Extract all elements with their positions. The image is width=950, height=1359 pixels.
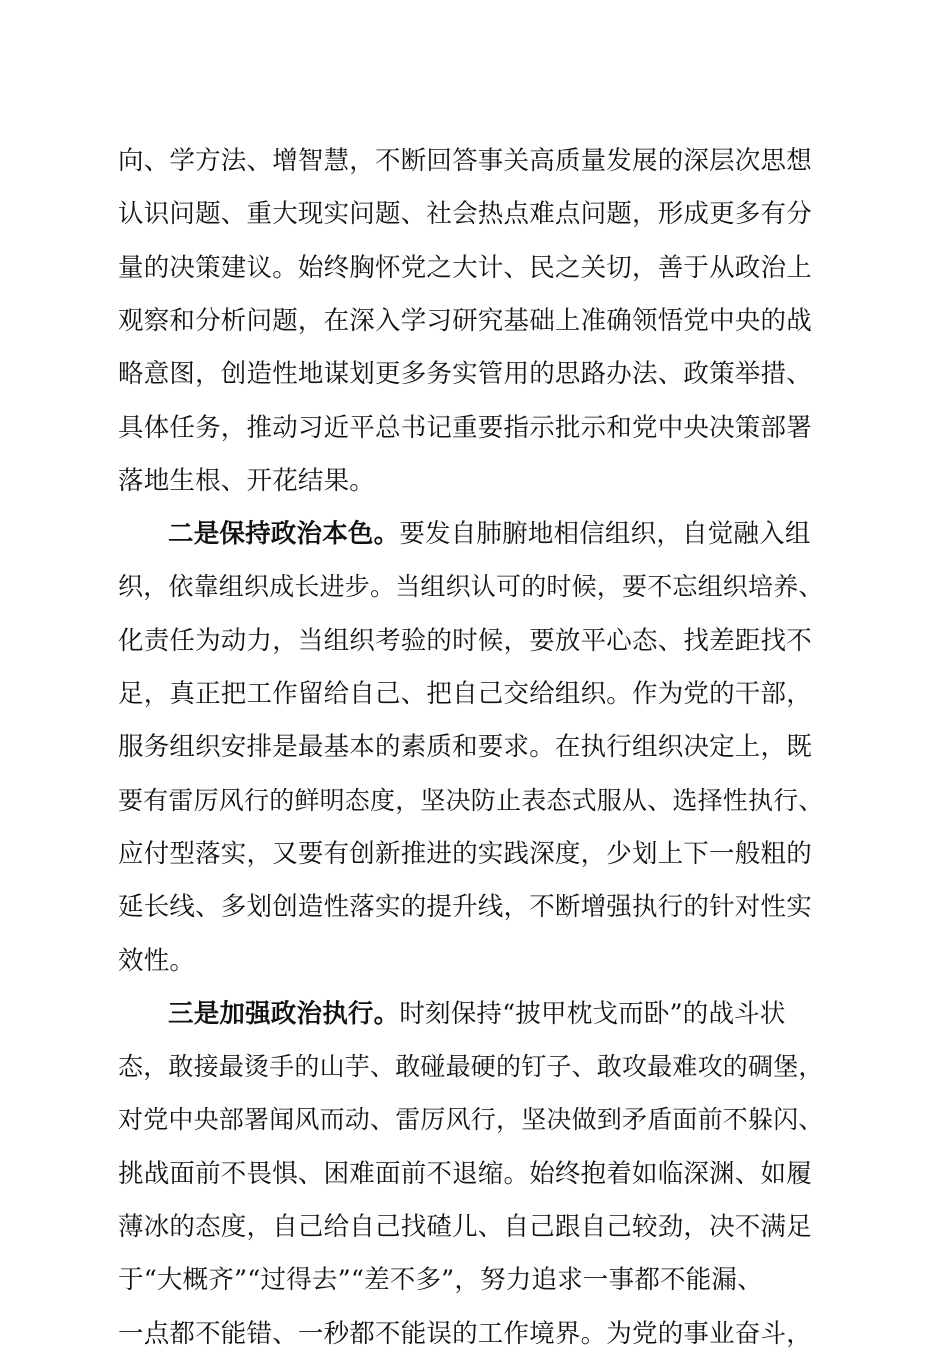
paragraph-first-line (168, 509, 832, 559)
line-text: 效性。 (118, 945, 196, 976)
line-text: 时刻保持“披甲枕戈而卧”的战斗状 (399, 998, 786, 1029)
text-line (118, 616, 832, 666)
line-text: 挑战面前不畏惧、困难面前不退缩。始终抱着如临深渊、如履 (118, 1158, 812, 1189)
text-line (118, 403, 832, 453)
line-text: 薄冰的态度，自己给自己找碴儿、自己跟自己较劲，决不满足 (118, 1212, 812, 1242)
text-line (118, 349, 832, 399)
text-line (118, 669, 832, 719)
line-text: 织，依靠组织成长进步。当组织认可的时候，要不忘组织培养、 (118, 572, 824, 602)
text-line (118, 296, 832, 346)
line-text: 量的决策建议。始终胸怀党之大计、民之关切，善于从政治上 (118, 252, 812, 283)
text-line (118, 829, 832, 879)
line-text: 具体任务，推动习近平总书记重要指示批示和党中央决策部署 (118, 412, 812, 443)
line-text: 要有雷厉风行的鲜明态度，坚决防止表态式服从、选择性执行、 (118, 785, 824, 815)
paragraph-first-line (168, 989, 832, 1039)
line-text: 要发自肺腑地相信组织，自觉融入组 (399, 519, 811, 550)
text-line (118, 562, 832, 612)
line-text: 于“大概齐”“过得去”“差不多”，努力追求一事都不能漏、 (118, 1265, 763, 1296)
text-line (118, 189, 832, 239)
line-text: 化责任为动力，当组织考验的时候，要放平心态、找差距找不 (118, 625, 812, 656)
text-line (118, 456, 832, 506)
text-line (118, 1095, 832, 1145)
line-text: 应付型落实，又要有创新推进的实践深度，少划上下一般粗的 (118, 838, 812, 869)
line-text: 服务组织安排是最基本的素质和要求。在执行组织决定上，既 (118, 732, 812, 763)
line-text: 延长线、多划创造性落实的提升线，不断增强执行的针对性实 (118, 892, 812, 923)
text-line (118, 722, 832, 772)
text-line (118, 1309, 832, 1359)
line-text: 态，敢接最烫手的山芋、敢碰最硬的钉子、敢攻最难攻的碉堡， (118, 1052, 824, 1082)
text-line (118, 882, 832, 932)
text-line (118, 1202, 832, 1252)
paragraph-lead-heading: 二是保持政治本色。 (168, 519, 400, 550)
line-text: 认识问题、重大现实问题、社会热点难点问题，形成更多有分 (118, 199, 812, 230)
line-text: 对党中央部署闻风而动、雷厉风行，坚决做到矛盾面前不躲闪、 (118, 1105, 824, 1135)
line-text: 略意图，创造性地谋划更多务实管用的思路办法、政策举措、 (118, 359, 812, 390)
line-text: 观察和分析问题，在深入学习研究基础上准确领悟党中央的战 (118, 305, 812, 336)
text-line (118, 936, 832, 986)
line-text: 足，真正把工作留给自己、把自己交给组织。作为党的干部， (118, 679, 812, 709)
text-line (118, 243, 832, 293)
line-text: 一点都不能错、一秒都不能误的工作境界。为党的事业奋斗， (118, 1318, 812, 1349)
line-text: 向、学方法、增智慧，不断回答事关高质量发展的深层次思想 (118, 146, 812, 176)
text-line (118, 1255, 832, 1305)
paragraph-lead-heading: 三是加强政治执行。 (168, 998, 400, 1029)
line-text: 落地生根、开花结果。 (118, 465, 376, 496)
text-line (118, 1149, 832, 1199)
text-line (118, 136, 832, 186)
text-line (118, 1042, 832, 1092)
text-line (118, 776, 832, 826)
